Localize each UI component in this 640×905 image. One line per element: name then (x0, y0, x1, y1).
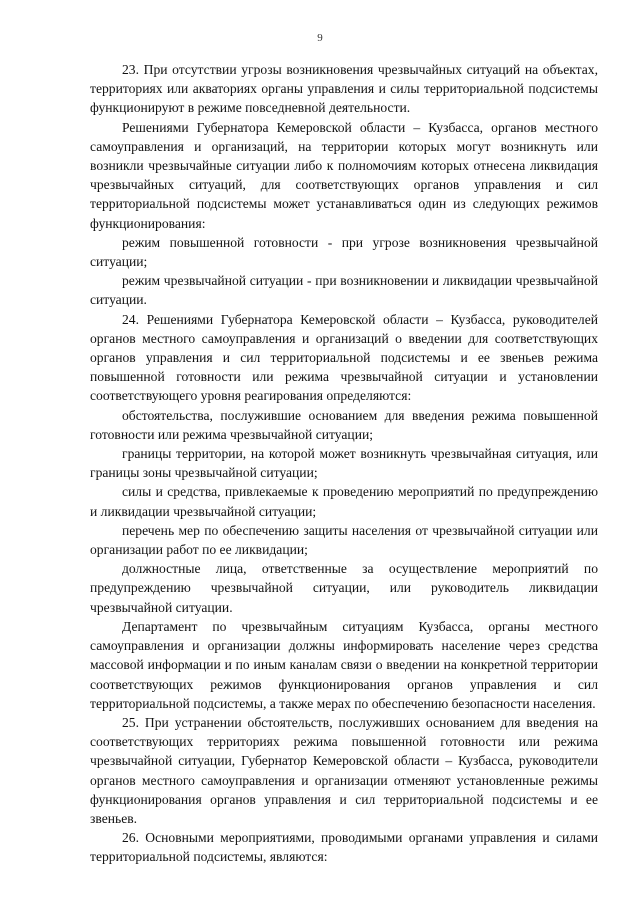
paragraph-protection-measures: перечень мер по обеспечению защиты населения от чрезвычайной ситуации или организации работ по ее ликвидации; (90, 522, 598, 558)
paragraph-responsible-officials: должностные лица, ответственные за осуществление мероприятий по предупреждению чрезвычайной ситуации, или руководитель ликвидации чрезвычайной ситуации. (90, 561, 598, 615)
paragraph-24: 24. Решениями Губернатора Кемеровской области – Кузбасса, руководителей органов местного самоуправления и организаций о введении для соответствующих органов управления и сил территориальной подсистемы и ее звеньев режима повышенной готовности или режима чрезвычайной ситуации и установлении соответствующего уровня реагирования определяются: (90, 311, 598, 404)
paragraph-forces-means: силы и средства, привлекаемые к проведению мероприятий по предупреждению и ликвидации чрезвычайной ситуации; (90, 484, 598, 519)
paragraph-23: 23. При отсутствии угрозы возникновения чрезвычайных ситуаций на объектах, территориях или акваториях органы управления и силы территориальной подсистемы функционируют в режиме повседневной деятельности. (90, 62, 598, 116)
paragraph-mode-high-readiness: режим повышенной готовности - при угрозе возникновения чрезвычайной ситуации; (90, 234, 598, 270)
paragraph-territory-boundaries: границы территории, на которой может возникнуть чрезвычайная ситуация, или границы зоны чрезвычайной ситуации; (90, 446, 598, 481)
document-body (90, 60, 598, 867)
paragraph-modes-intro: Решениями Губернатора Кемеровской области – Кузбасса, органов местного самоуправления и организаций, на территории которых могут возникнуть или возникли чрезвычайные ситуации либо к полномочиям которых отнесена ликвидация чрезвычайных ситуаций, для соответствующих органов управления и сил территориальной подсистемы может устанавливаться один из следующих режимов функционирования: (90, 119, 598, 231)
paragraph-department-informing: Департамент по чрезвычайным ситуациям Кузбасса, органы местного самоуправления и организации должны информировать население через средства массовой информации и по иным каналам связи о введении на конкретной территории соответствующих режимов функционирования органов управления и сил территориальной подсистемы, а также мерах по обеспечению безопасности населения. (90, 618, 598, 711)
paragraph-25: 25. При устранении обстоятельств, послуживших основанием для введения на соответствующих территориях режима повышенной готовности или режима чрезвычайной ситуации, Губернатор Кемеровской области – Кузбасса, руководители органов местного самоуправления и организации отменяют установленные режимы функционирования органов управления и сил территориальной подсистемы и ее звеньев. (90, 714, 598, 826)
paragraph-26: 26. Основными мероприятиями, проводимыми органами управления и силами территориальной подсистемы, являются: (90, 830, 598, 865)
paragraph-mode-emergency: режим чрезвычайной ситуации - при возникновении и ликвидации чрезвычайной ситуации. (90, 273, 598, 308)
page-number: 9 (317, 32, 323, 44)
paragraph-circumstances: обстоятельства, послужившие основанием для введения режима повышенной готовности или режима чрезвычайной ситуации; (90, 407, 598, 442)
